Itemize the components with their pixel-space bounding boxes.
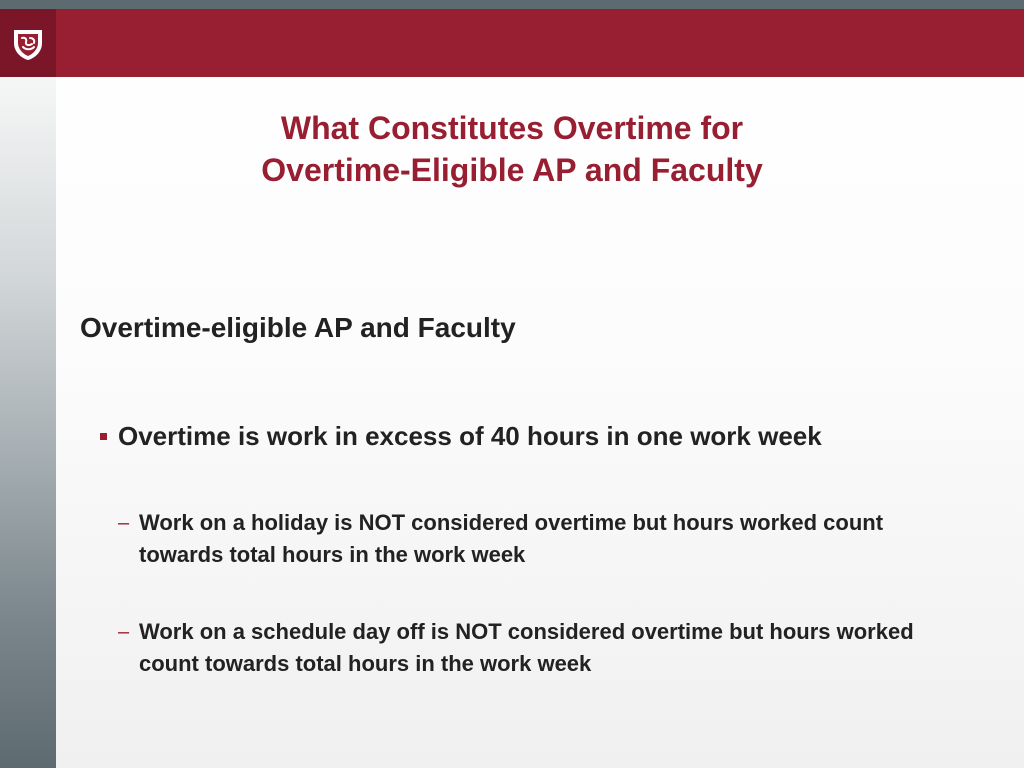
sub-bullet [118,616,938,680]
section-heading: Overtime-eligible AP and Faculty [80,312,516,343]
slide-title-line-2: Overtime-Eligible AP and Faculty [261,152,763,188]
sub-bullet-text: Work on a holiday is NOT considered overtime but hours worked count towards total hours in the work week [139,510,884,567]
shield-logo-icon [11,27,45,61]
sub-bullet-text: Work on a schedule day off is NOT considered overtime but hours worked count towards total hours in the work week [139,619,914,676]
slide-title [112,107,912,191]
logo-box [0,9,56,77]
square-bullet-icon [100,433,107,440]
sub-bullet [118,507,938,571]
main-bullet-text: Overtime is work in excess of 40 hours in one work week [118,421,822,451]
top-gray-strip [0,0,1024,9]
dash-icon: – [118,512,130,534]
dash-icon: – [118,621,130,643]
header-bar [56,9,1024,77]
main-bullet [100,418,980,454]
slide-title-line-1: What Constitutes Overtime for [280,110,744,146]
left-gradient-sidebar [0,9,56,768]
